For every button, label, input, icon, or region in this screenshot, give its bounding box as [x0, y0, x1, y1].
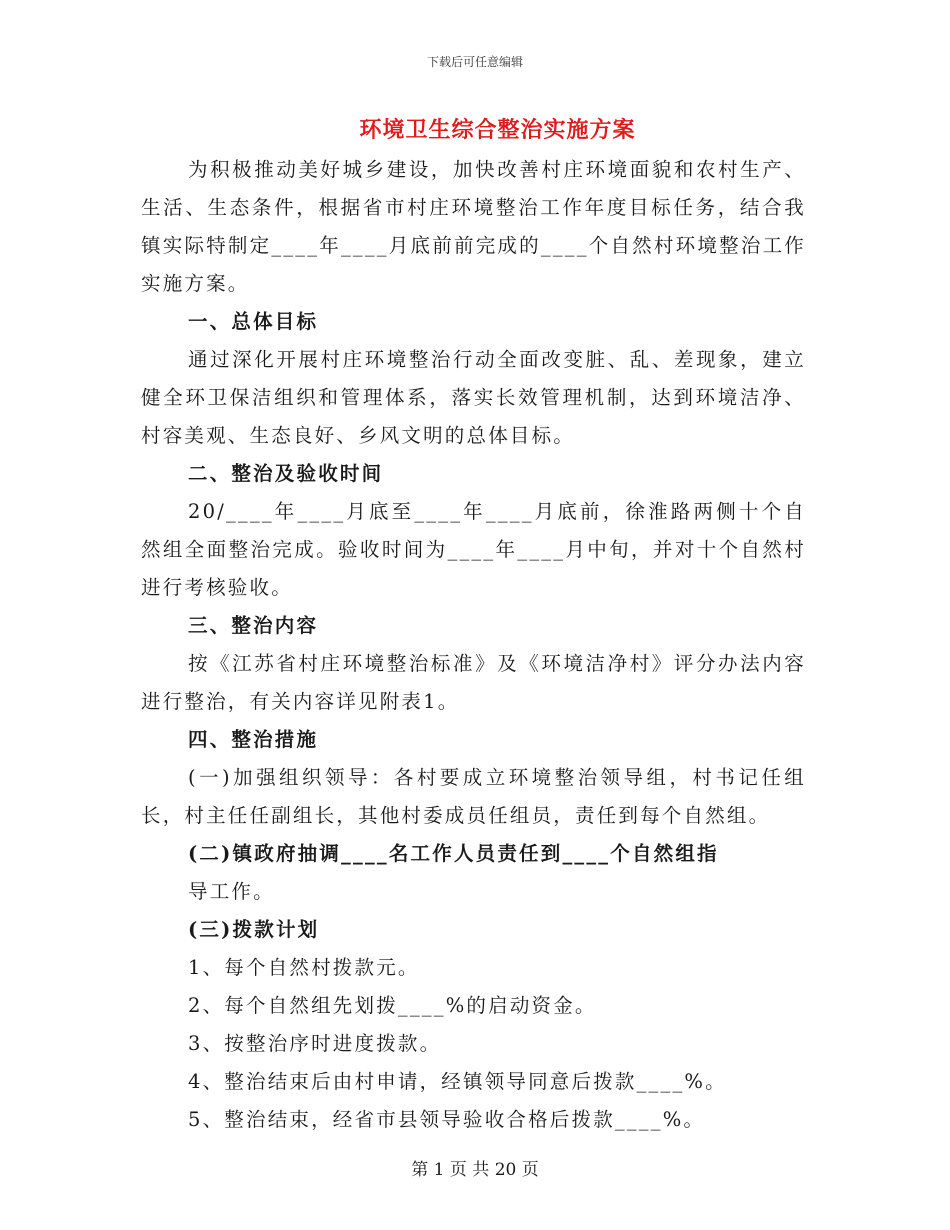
section-heading-schedule: 二、整治及验收时间: [188, 462, 384, 485]
measure-item-3-heading: (三)拨款计划: [188, 918, 320, 941]
measure-item-1: (一)加强组织领导：各村要成立环境整治领导组，村书记任组长，村主任任副组长，其他村委成员任组员，责任到每个自然组。: [141, 766, 806, 827]
section-body-goals: 通过深化开展村庄环境整治行动全面改变脏、乱、差现象，建立健全环卫保洁组织和管理体系，落实长效管理机制，达到环境洁净、村容美观、生态良好、乡风文明的总体目标。: [141, 348, 806, 447]
funding-item-4: 4、整治结束后由村申请，经镇领导同意后拨款____%。: [188, 1070, 727, 1093]
funding-item-2: 2、每个自然组先划拨____%的启动资金。: [188, 994, 597, 1017]
funding-item-5: 5、整治结束，经省市县领导验收合格后拨款____%。: [188, 1108, 706, 1131]
intro-paragraph: 为积极推动美好城乡建设，加快改善村庄环境面貌和农村生产、生活、生态条件，根据省市村庄环境整治工作年度目标任务，结合我镇实际特制定____年____月底前前完成的____个自然村环境整治工作实施方案。: [141, 158, 806, 295]
funding-item-1: 1、每个自然村拨款元。: [188, 956, 420, 979]
document-title: 环境卫生综合整治实施方案: [359, 117, 636, 143]
section-body-schedule: 20/____年____月底至____年____月底前，徐淮路两侧十个自然组全面整治完成。验收时间为____年____月中旬，并对十个自然村进行考核验收。: [141, 500, 806, 599]
section-heading-content: 三、整治内容: [188, 614, 319, 637]
page-number: 第 1 页 共 20 页: [411, 1160, 539, 1180]
funding-item-3: 3、按整治序时进度拨款。: [188, 1032, 442, 1055]
measure-item-2-line-2: 导工作。: [188, 880, 275, 903]
section-heading-measures: 四、整治措施: [188, 728, 319, 751]
measure-item-2-line-1: (二)镇政府抽调____名工作人员责任到____个自然组指: [188, 842, 719, 865]
header-note: 下载后可任意编辑: [426, 55, 523, 69]
section-heading-goals: 一、总体目标: [188, 310, 319, 333]
section-body-content: 按《江苏省村庄环境整治标准》及《环境洁净村》评分办法内容进行整治，有关内容详见附表1。: [141, 652, 806, 713]
document-body: [141, 151, 806, 1139]
